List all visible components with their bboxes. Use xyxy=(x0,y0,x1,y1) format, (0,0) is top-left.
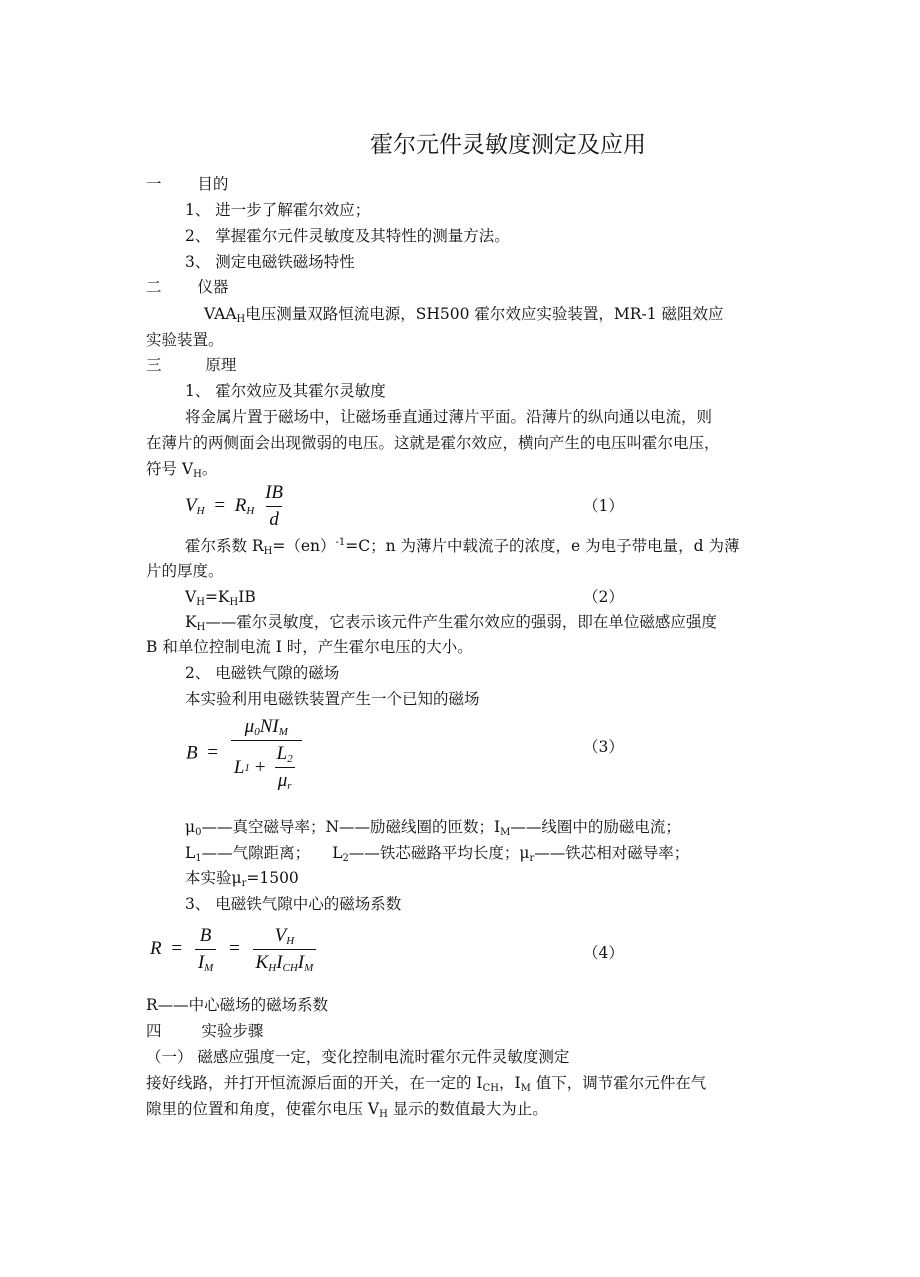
section-title: 实验步骤 xyxy=(201,1022,264,1040)
equation-number: （3） xyxy=(583,738,624,756)
subsection-heading: 3、 电磁铁气隙中心的磁场系数 xyxy=(185,895,402,913)
section-heading-steps xyxy=(146,1021,263,1041)
paragraph-line: $\mu_0——$真空磁导率；N——励磁线圈的匝数；$I_M——$线圈中的励磁电流； xyxy=(185,818,681,838)
equation-number: （1） xyxy=(583,497,624,515)
paragraph-line: $K_H——$霍尔灵敏度，它表示该元件产生霍尔效应的强弱，即在单位磁感应强度 xyxy=(185,613,717,633)
section-number: 三 xyxy=(146,356,162,374)
section-title: 原理 xyxy=(205,356,237,374)
section-number: 四 xyxy=(146,1022,162,1040)
paragraph-line: B 和单位控制电流 I 时，产生霍尔电压的大小。 xyxy=(146,638,473,656)
paragraph-line: 本实验$\mu_r=1500$ xyxy=(185,869,299,889)
instruments-line: 实验装置。 xyxy=(146,331,224,349)
equation-1: $V_H = R_H$ $\frac{IB}{d}$ xyxy=(185,482,284,530)
paragraph-line: 符号 $V_H$。 xyxy=(146,460,218,480)
section-title: 仪器 xyxy=(197,278,229,296)
paragraph-line: $L_1——$气隙距离； $L_2——$铁芯磁路平均长度；$\mu_r——$铁芯相对磁导率； xyxy=(185,844,690,864)
subsection-heading: 2、 电磁铁气隙的磁场 xyxy=(185,664,340,682)
section-number: 二 xyxy=(146,278,162,296)
purpose-item: 3、 测定电磁铁磁场特性 xyxy=(185,253,355,271)
paragraph-line: 本实验利用电磁铁装置产生一个已知的磁场 xyxy=(185,690,480,708)
section-heading-instruments xyxy=(146,277,228,297)
equation-2: $V_H=K_HIB$ xyxy=(185,588,256,608)
section-heading-purpose xyxy=(146,174,228,194)
paragraph-line: R——中心磁场的磁场系数 xyxy=(146,996,329,1014)
purpose-item: 2、 掌握霍尔元件灵敏度及其特性的测量方法。 xyxy=(185,227,510,245)
equation-number: （4） xyxy=(583,944,624,962)
subsection-heading: 1、 霍尔效应及其霍尔灵敏度 xyxy=(185,382,386,400)
paragraph-line: 霍尔系数 $R_H=(en)^{-1}=C$；n 为薄片中载流子的浓度，e 为电子带电量，d 为薄 xyxy=(185,537,740,557)
instruments-line: $VAA_H$电压测量双路恒流电源，SH500 霍尔效应实验装置，MR-1 磁阻效应 xyxy=(204,305,724,325)
paragraph-line: 将金属片置于磁场中，让磁场垂直通过薄片平面。沿薄片的纵向通以电流，则 xyxy=(185,408,713,426)
paragraph-line: 接好线路，并打开恒流源后面的开关，在一定的 $I_{CH}$，$I_M$ 值下，调节霍尔元件在气 xyxy=(146,1074,707,1094)
equation-3: B = $\mu_0NI_M$ L 1 + $\frac{L_2}{\mu_r}$ xyxy=(186,716,305,792)
section-title: 目的 xyxy=(197,175,229,193)
page-title: 霍尔元件灵敏度测定及应用 xyxy=(370,132,646,158)
equation-4: R = $\frac{B}{I_M}$ = $\frac{V_H}{K_HI_{CH}I_M}$ xyxy=(150,925,319,974)
section-heading-principle xyxy=(146,355,236,375)
equation-number: （2） xyxy=(583,588,624,606)
subsection-heading: （一） 磁感应强度一定，变化控制电流时霍尔元件灵敏度测定 xyxy=(146,1048,570,1066)
section-number: 一 xyxy=(146,175,162,193)
paragraph-line: 隙里的位置和角度，使霍尔电压 $V_H$ 显示的数值最大为止。 xyxy=(146,1100,548,1120)
paragraph-line: 片的厚度。 xyxy=(146,562,224,580)
paragraph-line: 在薄片的两侧面会出现微弱的电压。这就是霍尔效应，横向产生的电压叫霍尔电压， xyxy=(146,434,720,452)
purpose-item: 1、 进一步了解霍尔效应； xyxy=(185,201,371,219)
